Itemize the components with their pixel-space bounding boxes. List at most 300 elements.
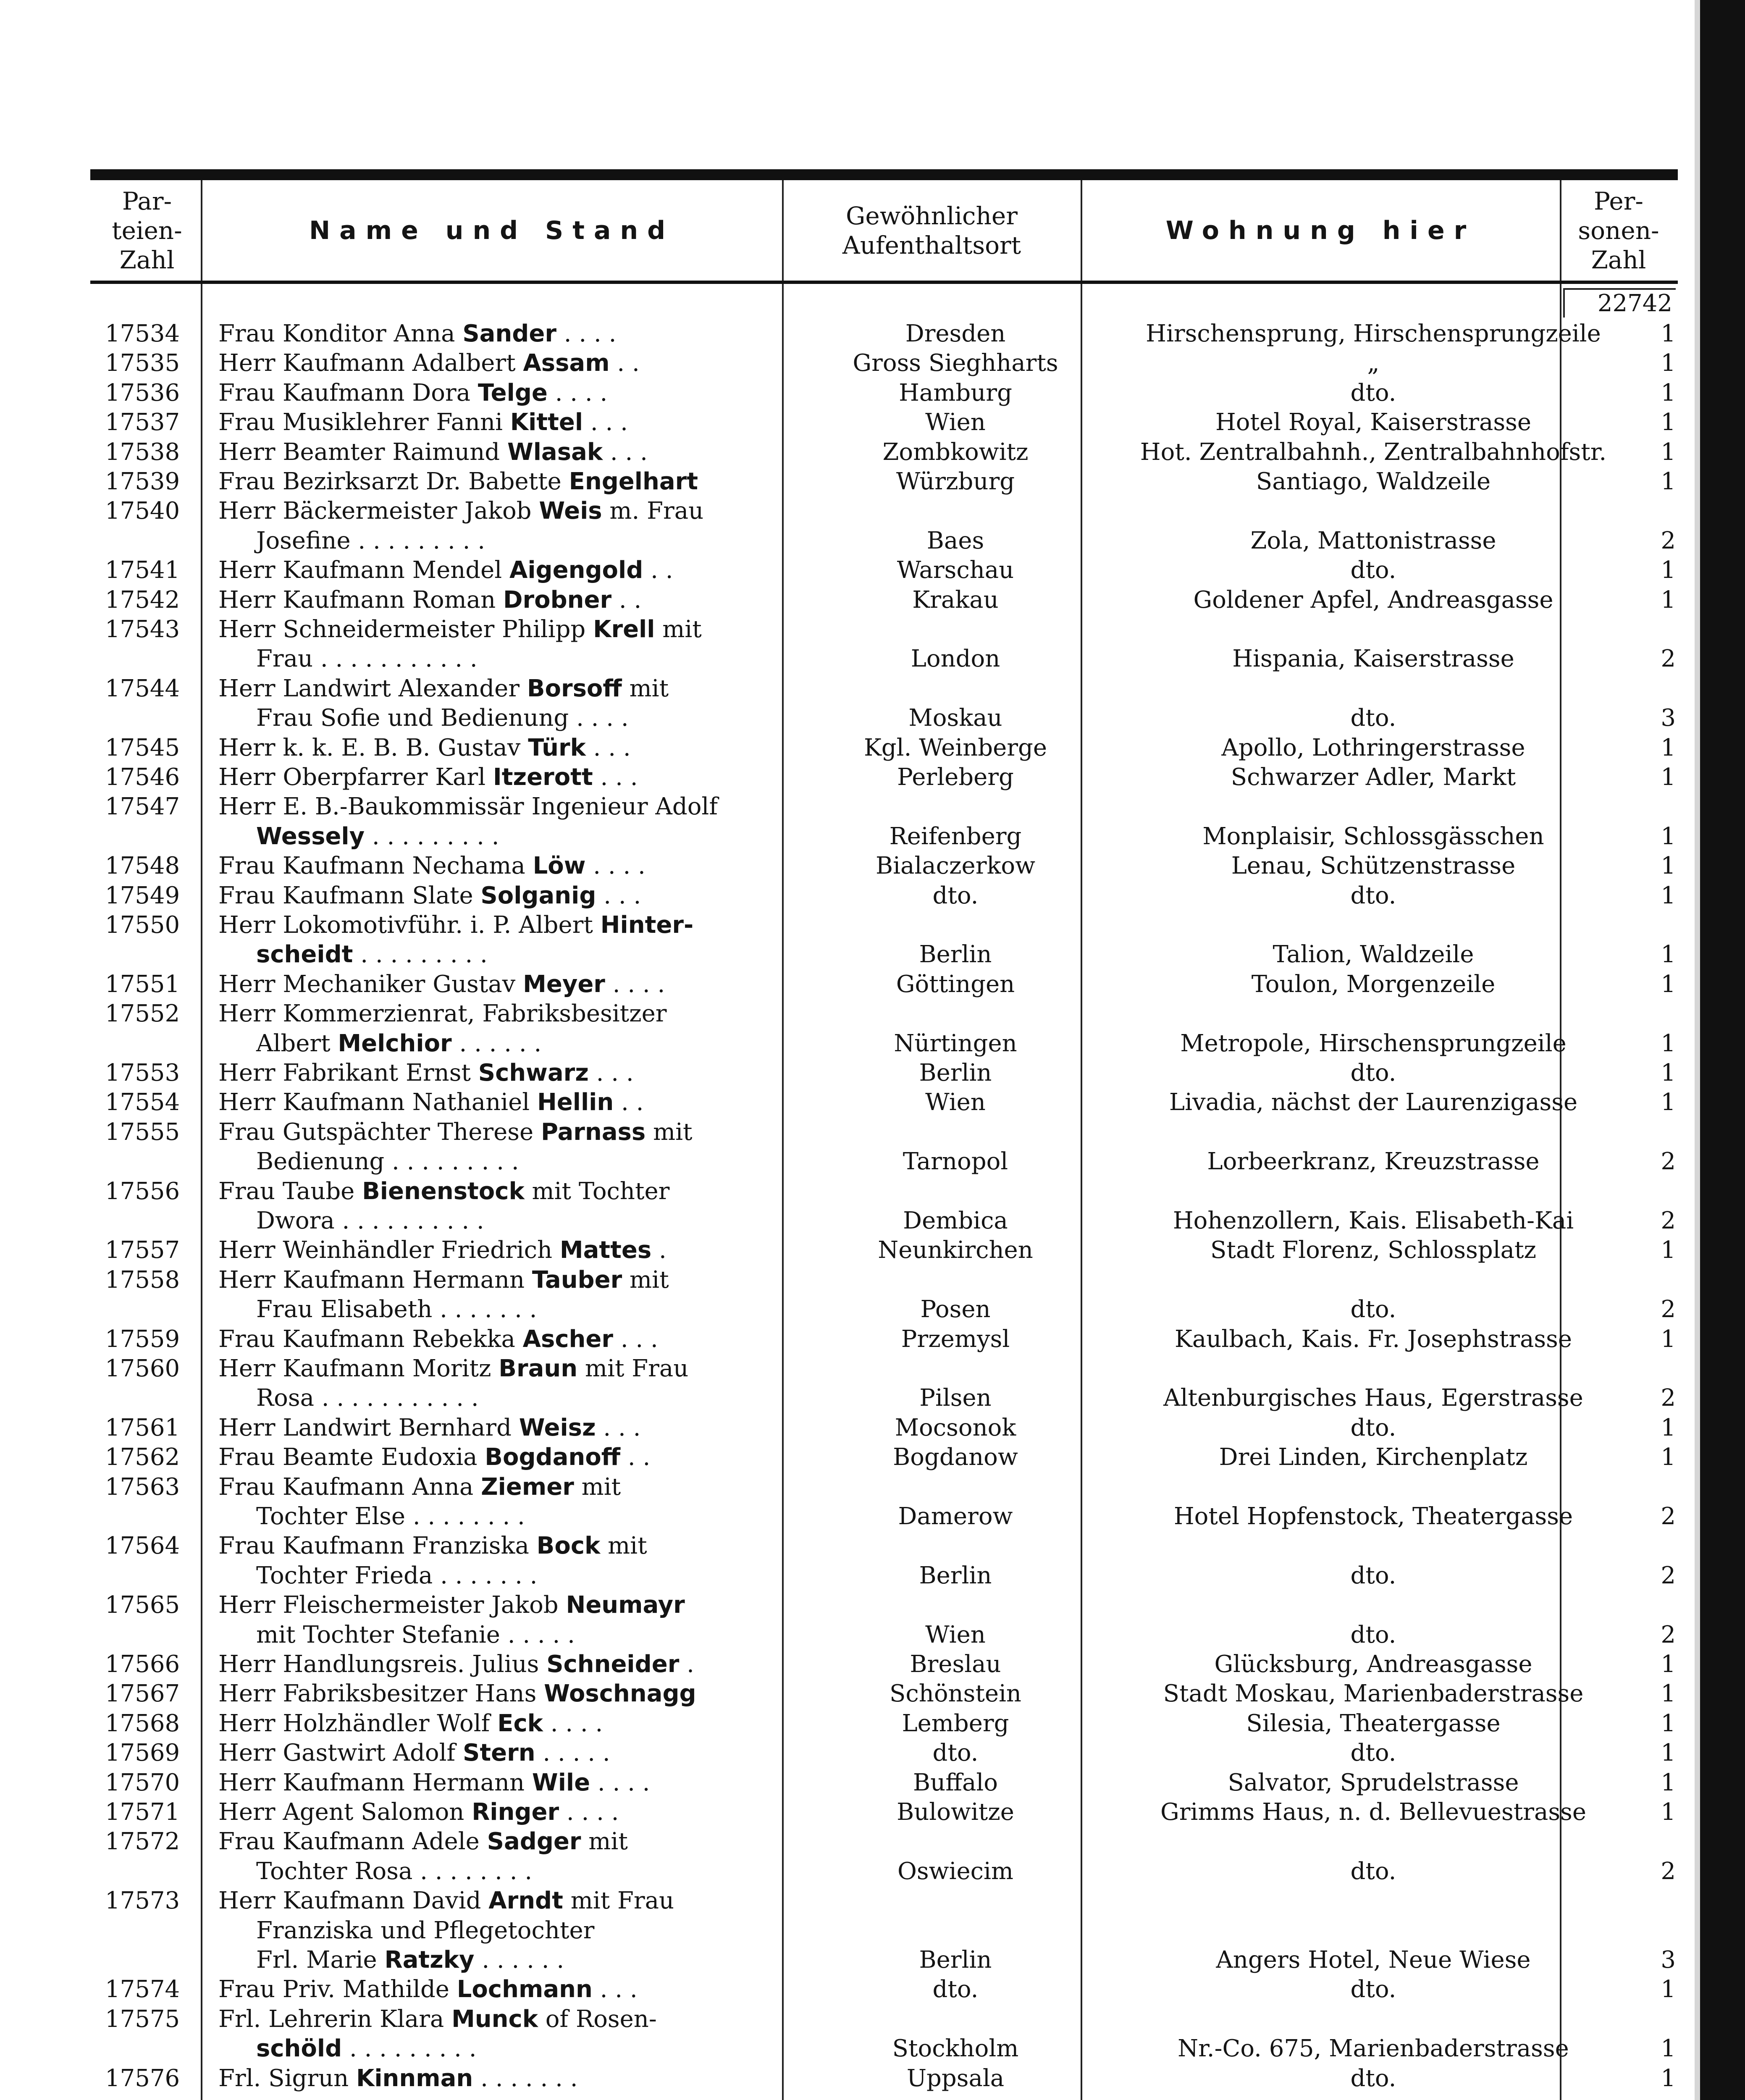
usual-residence: Baes [926, 527, 984, 554]
local-lodging: dto. [1350, 556, 1396, 584]
local-lodging: Santiago, Waldzeile [1256, 468, 1491, 495]
usual-residence: Bulowitze [897, 1798, 1014, 1826]
table-row [105, 644, 1676, 674]
name-suffix: . . [609, 349, 640, 377]
person-count: 1 [1661, 1680, 1676, 1708]
surname: Tauber [532, 1266, 622, 1294]
usual-residence: Uppsala [906, 2064, 1005, 2092]
name-prefix: Tochter Rosa . . . . . . . . [256, 1857, 533, 1885]
surname: Telge [478, 379, 548, 407]
local-lodging: Angers Hotel, Neue Wiese [1216, 1946, 1531, 1974]
local-lodging: Lenau, Schützenstrasse [1231, 852, 1516, 880]
local-lodging: dto. [1350, 1414, 1396, 1441]
usual-residence: Tarnopol [903, 1148, 1008, 1176]
name-prefix: Herr Kaufmann Hermann [218, 1769, 532, 1796]
name-prefix: Herr Holzhändler Wolf [218, 1709, 498, 1737]
usual-residence: Berlin [919, 1059, 992, 1087]
local-lodging: Goldener Apfel, Andreasgasse [1193, 586, 1553, 614]
usual-residence: Lemberg [902, 1709, 1009, 1737]
party-number: 17548 [105, 852, 180, 880]
name-suffix: mit [622, 1266, 669, 1294]
table-row [105, 1383, 1676, 1413]
name-prefix: Frau Kaufmann Franziska [218, 1532, 537, 1560]
name-prefix: mit Tochter Stefanie . . . . . [256, 1621, 575, 1648]
name-prefix: Herr Weinhändler Friedrich [218, 1236, 560, 1264]
name-suffix: mit [581, 1828, 628, 1856]
name-prefix: Bedienung . . . . . . . . . [256, 1148, 519, 1176]
name-suffix: . . [620, 1444, 651, 1471]
name-and-status [218, 1177, 882, 1206]
surname: scheidt [256, 941, 353, 969]
name-prefix: Tochter Else . . . . . . . . [256, 1503, 525, 1530]
person-count: 1 [1661, 349, 1676, 377]
table-row [105, 1738, 1676, 1768]
usual-residence: Hamburg [899, 379, 1012, 407]
person-count: 2 [1661, 1503, 1676, 1530]
usual-residence: Krakau [912, 586, 999, 614]
person-count: 2 [1661, 1207, 1676, 1234]
person-count: 1 [1661, 764, 1676, 791]
person-count: 1 [1661, 1414, 1676, 1441]
surname: Hinter- [600, 911, 694, 939]
table-row [105, 1886, 1676, 1916]
surname: Ziemer [481, 1473, 574, 1501]
local-lodging: Salvator, Sprudelstrasse [1228, 1769, 1519, 1796]
local-lodging: Grimms Haus, n. d. Bellevuestrasse [1160, 1798, 1586, 1826]
surname: Mattes [559, 1236, 652, 1264]
party-number: 17568 [105, 1709, 180, 1737]
name-prefix: Frl. Lehrerin Klara [218, 2005, 452, 2033]
party-number: 17570 [105, 1769, 180, 1796]
name-prefix: Herr Kaufmann Hermann [218, 1266, 532, 1294]
header-nr-line2: teien- [112, 216, 182, 245]
table-row [105, 319, 1676, 349]
name-suffix: . . . . . . . . . [353, 941, 488, 969]
usual-residence: Damerow [898, 1503, 1013, 1530]
name-prefix: Herr Landwirt Bernhard [218, 1414, 519, 1441]
local-lodging: dto. [1350, 379, 1396, 407]
person-count: 1 [1661, 822, 1676, 850]
table-row [105, 1413, 1676, 1443]
person-count: 1 [1661, 1059, 1676, 1087]
table-row [105, 1561, 1676, 1591]
party-number: 17558 [105, 1266, 180, 1294]
table-row [105, 763, 1676, 792]
surname: Kittel [510, 409, 583, 436]
usual-residence: Breslau [910, 1651, 1001, 1678]
name-suffix: . . . [592, 1976, 638, 2003]
surname: Weisz [519, 1414, 596, 1441]
usual-residence: Berlin [919, 941, 992, 969]
local-lodging: dto. [1350, 1621, 1396, 1648]
header-ort-line1: Gewöhnlicher [846, 202, 1018, 230]
name-suffix: . . . . [556, 320, 617, 347]
party-number: 17574 [105, 1976, 180, 2003]
name-suffix: . . . . . . . [473, 2064, 578, 2092]
name-prefix: Herr Beamter Raimund [218, 438, 507, 466]
local-lodging: Nr.-Co. 675, Marienbaderstrasse [1178, 2035, 1569, 2063]
name-prefix: Frau Taube [218, 1177, 362, 1205]
name-suffix: . . . . [605, 970, 665, 998]
name-prefix: Herr Kaufmann David [218, 1887, 489, 1915]
name-prefix: Tochter Frieda . . . . . . . [256, 1562, 538, 1589]
name-suffix: . . . [596, 1414, 641, 1441]
local-lodging: dto. [1350, 1296, 1396, 1323]
usual-residence: Bialaczerkow [875, 852, 1036, 880]
header-col-personen [1561, 183, 1676, 278]
person-count: 1 [1661, 1444, 1676, 1471]
local-lodging: Kaulbach, Kais. Fr. Josephstrasse [1175, 1325, 1572, 1353]
table-top-rule [90, 169, 1678, 180]
name-suffix: . . . . . . [451, 1029, 542, 1057]
surname: Ascher [522, 1325, 614, 1353]
party-number: 17538 [105, 438, 180, 466]
party-number: 17565 [105, 1591, 180, 1619]
person-count: 1 [1661, 320, 1676, 347]
person-count: 1 [1661, 379, 1676, 407]
name-prefix: Herr Fleischermeister Jakob [218, 1591, 566, 1619]
surname: Munck [451, 2005, 538, 2033]
local-lodging: Lorbeerkranz, Kreuzstrasse [1207, 1148, 1540, 1176]
table-row [105, 792, 1676, 822]
local-lodging: Schwarzer Adler, Markt [1231, 764, 1516, 791]
party-number: 17540 [105, 497, 180, 525]
party-number: 17573 [105, 1887, 180, 1915]
name-and-status [218, 674, 882, 704]
party-number: 17543 [105, 616, 180, 643]
surname: Krell [593, 616, 655, 643]
party-number: 17566 [105, 1651, 180, 1678]
name-and-status [218, 1531, 882, 1561]
table-row [105, 1265, 1676, 1295]
name-prefix: Herr Fabrikant Ernst [218, 1059, 478, 1087]
name-and-status [218, 1886, 882, 1916]
table-row [105, 1029, 1676, 1058]
usual-residence: dto. [932, 1739, 979, 1767]
scan-edge-dark [1700, 0, 1745, 2100]
name-prefix: Herr Fabriksbesitzer Hans [218, 1680, 544, 1708]
table-row [105, 1295, 1676, 1324]
header-bottom-rule [90, 281, 1678, 284]
surname: Kinnman [356, 2064, 473, 2092]
usual-residence: Stockholm [892, 2035, 1019, 2063]
person-count: 2 [1661, 1857, 1676, 1885]
table-row [105, 1236, 1676, 1265]
local-lodging: Drei Linden, Kirchenplatz [1219, 1444, 1528, 1471]
person-count: 1 [1661, 1798, 1676, 1826]
table-row [105, 881, 1676, 911]
person-count: 2 [1661, 1621, 1676, 1648]
party-number: 17556 [105, 1177, 180, 1205]
surname: Weis [539, 497, 602, 525]
local-lodging: dto. [1350, 1739, 1396, 1767]
local-lodging: Monplaisir, Schlossgässchen [1202, 822, 1544, 850]
person-count: 2 [1661, 527, 1676, 554]
person-count: 1 [1661, 1709, 1676, 1737]
name-and-status [218, 615, 882, 644]
table-row [105, 1650, 1676, 1679]
usual-residence: Perleberg [897, 764, 1014, 791]
party-number: 17544 [105, 675, 180, 702]
person-count: 3 [1661, 704, 1676, 732]
name-and-status [218, 911, 882, 940]
name-prefix: Frl. Sigrun [218, 2064, 356, 2092]
party-number: 17536 [105, 379, 180, 407]
header-wohnung-label: Wohnung hier [1165, 216, 1476, 245]
local-lodging: Hotel Royal, Kaiserstrasse [1215, 409, 1532, 436]
name-prefix: Rosa . . . . . . . . . . . [256, 1384, 479, 1412]
name-prefix: Frau Konditor Anna [218, 320, 463, 347]
surname: Bock [536, 1532, 601, 1560]
surname: Woschnagg [544, 1680, 696, 1708]
local-lodging: Silesia, Theatergasse [1246, 1709, 1501, 1737]
person-count: 1 [1661, 2064, 1676, 2092]
surname: Itzerott [493, 764, 593, 791]
usual-residence: dto. [932, 882, 979, 909]
person-count: 1 [1661, 734, 1676, 761]
name-suffix: mit Tochter [524, 1177, 670, 1205]
table-row [105, 615, 1676, 644]
header-pers-line2: sonen- [1578, 216, 1659, 245]
name-prefix: Josefine . . . . . . . . . [256, 527, 485, 554]
party-number: 17541 [105, 556, 180, 584]
table-row [105, 349, 1676, 378]
name-and-status [218, 999, 882, 1029]
party-number: 17571 [105, 1798, 180, 1826]
table-row [105, 1058, 1676, 1088]
scan-edge-light [1695, 0, 1700, 2100]
name-suffix: . . [611, 586, 642, 614]
party-number: 17559 [105, 1325, 180, 1353]
usual-residence: Mocsonok [895, 1414, 1016, 1441]
name-prefix: Dwora . . . . . . . . . . [256, 1207, 484, 1234]
name-prefix: Herr Kommerzienrat, Fabriksbesitzer [218, 1000, 667, 1028]
person-count: 1 [1661, 468, 1676, 495]
name-suffix: m. Frau [602, 497, 704, 525]
name-and-status [218, 1118, 882, 1147]
name-prefix: Herr Schneidermeister Philipp [218, 616, 593, 643]
party-number: 17545 [105, 734, 180, 761]
person-count: 1 [1661, 438, 1676, 466]
local-lodging: Glücksburg, Andreasgasse [1214, 1651, 1532, 1678]
usual-residence: Bogdanow [893, 1444, 1018, 1471]
local-lodging: „ [1367, 349, 1380, 377]
name-prefix: Frau Priv. Mathilde [218, 1976, 457, 2003]
surname: Meyer [523, 970, 605, 998]
usual-residence: Dresden [905, 320, 1006, 347]
usual-residence: Wien [925, 1089, 986, 1116]
surname: Arndt [488, 1887, 563, 1915]
usual-residence: Moskau [908, 704, 1002, 732]
usual-residence: Gross Sieghharts [853, 349, 1058, 377]
name-suffix: . . . . . . . . . [342, 2035, 477, 2063]
party-number: 17553 [105, 1059, 180, 1087]
usual-residence: Berlin [919, 1946, 992, 1974]
local-lodging: Toulon, Morgenzeile [1251, 970, 1496, 998]
usual-residence: Warschau [897, 556, 1014, 584]
surname: Ringer [472, 1798, 559, 1826]
header-col-nr [94, 183, 199, 278]
name-and-status [218, 496, 882, 526]
name-suffix: . [679, 1651, 694, 1678]
name-suffix: . . . . [559, 1798, 619, 1826]
surname: Aigengold [509, 556, 643, 584]
name-suffix: . . . [593, 764, 638, 791]
surname: Türk [528, 734, 586, 761]
table-row [105, 1679, 1676, 1709]
local-lodging: Apollo, Lothringerstrasse [1221, 734, 1525, 761]
party-number: 17555 [105, 1118, 180, 1146]
table-row [105, 733, 1676, 763]
name-and-status [218, 792, 882, 822]
party-number: 17575 [105, 2005, 180, 2033]
name-suffix: . . . [585, 734, 631, 761]
name-prefix: Frau Musiklehrer Fanni [218, 409, 510, 436]
header-name-label: Name und Stand [309, 216, 675, 245]
person-count: 1 [1661, 1325, 1676, 1353]
person-count: 2 [1661, 1296, 1676, 1323]
surname: Bienenstock [362, 1177, 525, 1205]
name-and-status [218, 1827, 882, 1856]
name-prefix: Frau Kaufmann Slate [218, 882, 481, 909]
surname: Sander [462, 320, 556, 347]
name-suffix: . . . . . [535, 1739, 610, 1767]
header-ort-line2: Aufenthaltsort [842, 231, 1021, 260]
name-and-status [218, 1473, 882, 1502]
local-lodging: dto. [1350, 704, 1396, 732]
local-lodging: Altenburgisches Haus, Egerstrasse [1163, 1384, 1583, 1412]
party-number: 17551 [105, 970, 180, 998]
surname: Assam [523, 349, 610, 377]
person-count: 1 [1661, 1739, 1676, 1767]
table-row [105, 1827, 1676, 1856]
table-row [105, 970, 1676, 999]
table-row [105, 1768, 1676, 1798]
surname: Ratzky [384, 1946, 475, 1974]
surname: Stern [463, 1739, 535, 1767]
header-col-ort [784, 183, 1080, 278]
person-count: 1 [1661, 409, 1676, 436]
usual-residence: London [911, 645, 1000, 673]
name-suffix: mit Frau [563, 1887, 674, 1915]
local-lodging: Hirschensprung, Hirschensprungzeile [1146, 320, 1601, 347]
name-prefix: Frau Kaufmann Rebekka [218, 1325, 523, 1353]
person-count: 1 [1661, 1976, 1676, 2003]
party-number: 17563 [105, 1473, 180, 1501]
table-row [105, 438, 1676, 467]
usual-residence: Wien [925, 1621, 986, 1648]
surname: schöld [256, 2035, 342, 2063]
surname: Lochmann [457, 1976, 593, 2003]
local-lodging: Hohenzollern, Kais. Elisabeth-Kai [1173, 1207, 1574, 1234]
table-row [105, 1118, 1676, 1147]
local-lodging: dto. [1350, 1059, 1396, 1087]
surname: Bogdanoff [485, 1444, 621, 1471]
name-prefix: Frau Beamte Eudoxia [218, 1444, 485, 1471]
local-lodging: Livadia, nächst der Laurenzigasse [1169, 1089, 1578, 1116]
person-count: 1 [1661, 586, 1676, 614]
name-prefix: Frau Bezirksarzt Dr. Babette [218, 468, 569, 495]
person-count: 1 [1661, 1651, 1676, 1678]
name-and-status [218, 1265, 882, 1295]
person-count: 1 [1661, 1236, 1676, 1264]
table-row [105, 704, 1676, 733]
usual-residence: Wien [925, 409, 986, 436]
table-row [105, 526, 1676, 556]
table-row [105, 940, 1676, 969]
surname: Wlasak [507, 438, 603, 466]
name-prefix: Herr Gastwirt Adolf [218, 1739, 463, 1767]
table-row [105, 1206, 1676, 1236]
party-number: 17535 [105, 349, 180, 377]
usual-residence: Neunkirchen [878, 1236, 1033, 1264]
name-prefix: Herr Kaufmann Moritz [218, 1355, 499, 1382]
surname: Engelhart [569, 468, 698, 495]
person-count: 1 [1661, 852, 1676, 880]
table-row [105, 378, 1676, 408]
table-row [105, 496, 1676, 526]
table-row [105, 1975, 1676, 2004]
name-suffix: . . . . [547, 379, 608, 407]
name-prefix: Herr Kaufmann Mendel [218, 556, 509, 584]
name-prefix: Herr Handlungsreis. Julius [218, 1651, 547, 1678]
person-count: 1 [1661, 941, 1676, 969]
party-number: 17560 [105, 1355, 180, 1382]
name-suffix: . . . . [543, 1709, 603, 1737]
table-row [105, 822, 1676, 851]
person-count: 1 [1661, 2035, 1676, 2063]
party-number: 17550 [105, 911, 180, 939]
person-count: 1 [1661, 1089, 1676, 1116]
table-row [105, 999, 1676, 1029]
usual-residence: Buffalo [913, 1769, 998, 1796]
surname: Braun [499, 1355, 578, 1382]
name-prefix: Albert [256, 1029, 338, 1057]
person-count: 1 [1661, 1029, 1676, 1057]
local-lodging: Hotel Hopfenstock, Theatergasse [1173, 1503, 1573, 1530]
table-row [105, 1620, 1676, 1650]
party-number: 17567 [105, 1680, 180, 1708]
local-lodging: dto. [1350, 1562, 1396, 1589]
local-lodging: Metropole, Hirschensprungzeile [1180, 1029, 1567, 1057]
table-row [105, 1325, 1676, 1354]
table-row [105, 1857, 1676, 1886]
surname: Schneider [546, 1651, 680, 1678]
name-suffix: mit Frau [577, 1355, 689, 1382]
name-suffix: . . . [588, 1059, 634, 1087]
name-suffix: . . . [613, 1325, 658, 1353]
table-row [105, 674, 1676, 704]
usual-residence: Schönstein [890, 1680, 1021, 1708]
name-prefix: Herr Landwirt Alexander [218, 675, 527, 702]
name-suffix: . . . [583, 409, 628, 436]
usual-residence: dto. [932, 1976, 979, 2003]
table-row [105, 408, 1676, 437]
party-number: 17547 [105, 793, 180, 821]
name-prefix: Frau Kaufmann Dora [218, 379, 478, 407]
table-row [105, 911, 1676, 940]
party-number: 17539 [105, 468, 180, 495]
name-prefix: Frau Kaufmann Nechama [218, 852, 533, 880]
name-prefix: Frau Sofie und Bedienung . . . . [256, 704, 629, 732]
name-suffix: . . . . . . . . . [365, 822, 499, 850]
usual-residence: Reifenberg [889, 822, 1022, 850]
local-lodging: Hispania, Kaiserstrasse [1232, 645, 1514, 673]
usual-residence: Posen [920, 1296, 991, 1323]
name-suffix: . . . [596, 882, 641, 909]
local-lodging: Hot. Zentralbahnh., Zentralbahnhofstr. [1140, 438, 1607, 466]
party-number: 17549 [105, 882, 180, 909]
